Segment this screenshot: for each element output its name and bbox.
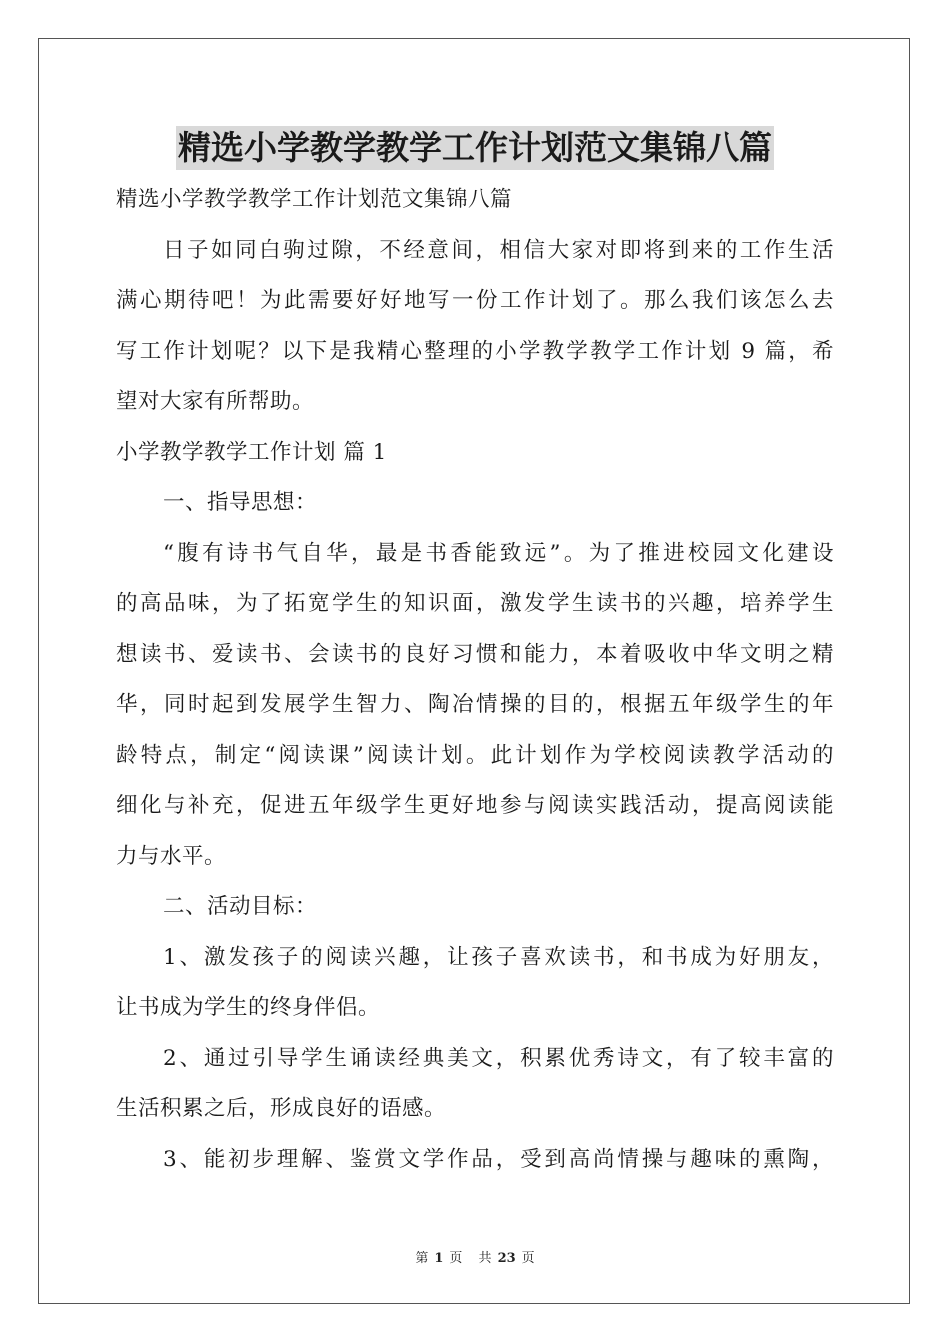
body-line: 小学教学教学工作计划 篇 1 (116, 439, 387, 465)
body-line: 3、能初步理解、鉴赏文学作品，受到高尚情操与趣味的熏陶， (163, 1146, 834, 1172)
footer-total-indicator (476, 1251, 538, 1266)
document-body (116, 175, 834, 1185)
footer-page-prefix: 第 (415, 1251, 429, 1266)
footer-total-prefix: 共 (478, 1251, 492, 1266)
body-line: 华，同时起到发展学生智力、陶冶情操的目的，根据五年级学生的年 (116, 692, 834, 717)
body-line: 一、指导思想： (163, 490, 318, 515)
footer-page-suffix: 页 (449, 1251, 463, 1266)
body-line: 生活积累之后，形成良好的语感。 (116, 1096, 447, 1121)
footer-total-suffix: 页 (521, 1251, 535, 1266)
footer-total-number: 23 (497, 1251, 516, 1266)
body-line: 想读书、爱读书、会读书的良好习惯和能力，本着吸收中华文明之精 (116, 641, 834, 667)
body-line: 的高品味，为了拓宽学生的知识面，激发学生读书的兴趣，培养学生 (116, 591, 834, 616)
body-line: 细化与补充，促进五年级学生更好地参与阅读实践活动，提高阅读能 (116, 793, 834, 818)
body-line: 让书成为学生的终身伴侣。 (116, 995, 381, 1020)
body-line: “腹有诗书气自华，最是书香能致远”。为了推进校园文化建设 (163, 540, 834, 566)
body-line: 满心期待吧！为此需要好好地写一份工作计划了。那么我们该怎么去 (116, 288, 834, 313)
page-footer (0, 1247, 950, 1266)
body-line: 望对大家有所帮助。 (116, 389, 315, 414)
body-line: 2、通过引导学生诵读经典美文，积累优秀诗文，有了较丰富的 (163, 1045, 834, 1071)
body-line: 力与水平。 (116, 843, 227, 869)
footer-page-number: 1 (434, 1251, 444, 1266)
body-line: 1、激发孩子的阅读兴趣，让孩子喜欢读书，和书成为好朋友， (163, 944, 834, 970)
body-line: 二、活动目标： (163, 894, 318, 919)
body-line: 写工作计划呢？以下是我精心整理的小学教学教学工作计划 9 篇，希 (116, 338, 834, 364)
body-line: 日子如同白驹过隙，不经意间，相信大家对即将到来的工作生活 (163, 237, 834, 263)
document-title-text: 精选小学教学教学工作计划范文集锦八篇 (176, 126, 774, 170)
body-line: 龄特点，制定“阅读课”阅读计划。此计划作为学校阅读教学活动的 (116, 742, 834, 768)
footer-page-indicator (412, 1251, 465, 1266)
document-title (0, 126, 950, 170)
body-line: 精选小学教学教学工作计划范文集锦八篇 (116, 187, 513, 212)
